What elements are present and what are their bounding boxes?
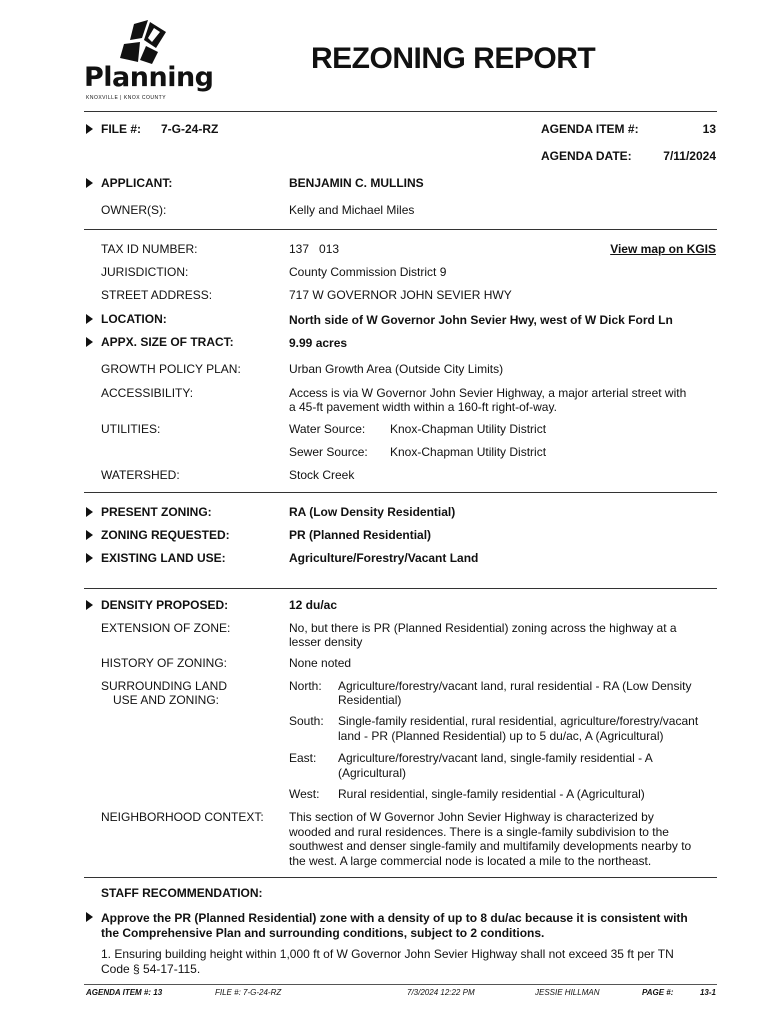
location-value: North side of W Governor John Sevier Hwy, west of W Dick Ford Ln bbox=[289, 313, 673, 327]
tract-size-value: 9.99 acres bbox=[289, 336, 348, 350]
sewer-source-value: Knox-Chapman Utility District bbox=[390, 445, 547, 459]
north-label: North: bbox=[289, 679, 322, 693]
divider bbox=[84, 492, 717, 493]
arrow-icon bbox=[86, 337, 93, 347]
accessibility-line-2: a 45-ft pavement width within a 160-ft right-of-way. bbox=[289, 400, 557, 414]
planning-logo-icon bbox=[112, 18, 172, 66]
page-title: REZONING REPORT bbox=[311, 42, 596, 75]
footer-divider bbox=[84, 984, 717, 985]
density-proposed-value: 12 du/ac bbox=[289, 598, 338, 612]
kgis-map-link[interactable]: View map on KGIS bbox=[610, 242, 716, 256]
east-line-1: Agriculture/forestry/vacant land, single-family residential - A bbox=[338, 751, 653, 765]
footer-page-label: PAGE #: bbox=[642, 988, 674, 997]
zoning-requested-label: ZONING REQUESTED: bbox=[101, 528, 230, 542]
density-proposed-label: DENSITY PROPOSED: bbox=[101, 598, 229, 612]
arrow-icon bbox=[86, 553, 93, 563]
water-source-value: Knox-Chapman Utility District bbox=[390, 422, 547, 436]
surrounding-label-1: SURROUNDING LAND bbox=[101, 679, 228, 693]
history-of-zoning-value: None noted bbox=[289, 656, 352, 670]
north-line-2: Residential) bbox=[338, 693, 402, 707]
divider bbox=[84, 877, 717, 878]
jurisdiction-label: JURISDICTION: bbox=[101, 265, 189, 279]
street-address-value: 717 W GOVERNOR JOHN SEVIER HWY bbox=[289, 288, 512, 302]
present-zoning-label: PRESENT ZONING: bbox=[101, 505, 212, 519]
footer-datetime: 7/3/2024 12:22 PM bbox=[407, 988, 475, 997]
neighborhood-context-label: NEIGHBORHOOD CONTEXT: bbox=[101, 810, 264, 824]
present-zoning-value: RA (Low Density Residential) bbox=[289, 505, 456, 519]
agenda-item-label: AGENDA ITEM #: bbox=[541, 122, 639, 136]
staff-recommendation-heading: STAFF RECOMMENDATION: bbox=[101, 886, 263, 900]
south-line-1: Single-family residential, rural residential, agriculture/forestry/vacant bbox=[338, 714, 699, 728]
west-label: West: bbox=[289, 787, 320, 801]
neighborhood-line-3: southwest and denser single-family and multifamily developments nearby to bbox=[289, 839, 692, 853]
agenda-date-value: 7/11/2024 bbox=[663, 149, 716, 163]
extension-of-zone-line-2: lesser density bbox=[289, 635, 363, 649]
footer-staff: JESSIE HILLMAN bbox=[535, 988, 600, 997]
planning-logo-subtitle: KNOXVILLE | KNOX COUNTY bbox=[86, 95, 167, 101]
utilities-label: UTILITIES: bbox=[101, 422, 161, 436]
tract-size-label: APPX. SIZE OF TRACT: bbox=[101, 335, 234, 349]
surrounding-label-2: USE AND ZONING: bbox=[113, 693, 220, 707]
applicant-value: BENJAMIN C. MULLINS bbox=[289, 176, 424, 190]
east-line-2: (Agricultural) bbox=[338, 766, 407, 780]
arrow-icon bbox=[86, 124, 93, 134]
watershed-value: Stock Creek bbox=[289, 468, 355, 482]
extension-of-zone-label: EXTENSION OF ZONE: bbox=[101, 621, 231, 635]
south-label: South: bbox=[289, 714, 324, 728]
footer-agenda-item: AGENDA ITEM #: 13 bbox=[86, 988, 163, 997]
recommendation-line-2: the Comprehensive Plan and surrounding conditions, subject to 2 conditions. bbox=[101, 926, 545, 940]
planning-logo bbox=[84, 18, 214, 104]
recommendation-line-1: Approve the PR (Planned Residential) zone with a density of up to 8 du/ac because it is consistent with bbox=[101, 911, 688, 925]
neighborhood-line-2: wooded and rural residences. There is a single-family subdivision to the bbox=[289, 825, 669, 839]
agenda-date-label: AGENDA DATE: bbox=[541, 149, 632, 163]
east-label: East: bbox=[289, 751, 317, 765]
north-line-1: Agriculture/forestry/vacant land, rural residential - RA (Low Density bbox=[338, 679, 692, 693]
history-of-zoning-label: HISTORY OF ZONING: bbox=[101, 656, 228, 670]
condition-line-1: 1. Ensuring building height within 1,000 ft of W Governor John Sevier Highway shall not exceed 35 ft per TN bbox=[101, 947, 674, 961]
divider bbox=[84, 588, 717, 589]
water-source-label: Water Source: bbox=[289, 422, 366, 436]
growth-policy-label: GROWTH POLICY PLAN: bbox=[101, 362, 241, 376]
arrow-icon bbox=[86, 314, 93, 324]
neighborhood-line-1: This section of W Governor John Sevier Highway is characterized by bbox=[289, 810, 654, 824]
arrow-icon bbox=[86, 912, 93, 922]
arrow-icon bbox=[86, 530, 93, 540]
footer-file: FILE #: 7-G-24-RZ bbox=[215, 988, 282, 997]
file-value: 7-G-24-RZ bbox=[161, 122, 219, 136]
planning-logo-name: Planning bbox=[84, 62, 214, 93]
south-line-2: land - PR (Planned Residential) up to 5 du/ac, A (Agricultural) bbox=[338, 729, 664, 743]
owner-value: Kelly and Michael Miles bbox=[289, 203, 415, 217]
agenda-item-value: 13 bbox=[702, 122, 716, 136]
growth-policy-value: Urban Growth Area (Outside City Limits) bbox=[289, 362, 504, 376]
footer-page-value: 13-1 bbox=[699, 988, 716, 997]
neighborhood-line-4: the west. A large commercial node is located a mile to the northeast. bbox=[289, 854, 652, 868]
file-label: FILE #: bbox=[101, 122, 142, 136]
street-address-label: STREET ADDRESS: bbox=[101, 288, 213, 302]
tax-id-value: 137 013 bbox=[289, 242, 340, 256]
watershed-label: WATERSHED: bbox=[101, 468, 180, 482]
owner-label: OWNER(S): bbox=[101, 203, 167, 217]
accessibility-label: ACCESSIBILITY: bbox=[101, 386, 194, 400]
arrow-icon bbox=[86, 600, 93, 610]
arrow-icon bbox=[86, 507, 93, 517]
jurisdiction-value: County Commission District 9 bbox=[289, 265, 447, 279]
applicant-label: APPLICANT: bbox=[101, 176, 173, 190]
location-label: LOCATION: bbox=[101, 312, 167, 326]
existing-land-use-value: Agriculture/Forestry/Vacant Land bbox=[289, 551, 479, 565]
zoning-requested-value: PR (Planned Residential) bbox=[289, 528, 432, 542]
sewer-source-label: Sewer Source: bbox=[289, 445, 368, 459]
west-line-1: Rural residential, single-family residential - A (Agricultural) bbox=[338, 787, 645, 801]
accessibility-line-1: Access is via W Governor John Sevier Highway, a major arterial street with bbox=[289, 386, 687, 400]
divider bbox=[84, 111, 717, 112]
condition-line-2: Code § 54-17-115. bbox=[101, 962, 201, 976]
tax-id-label: TAX ID NUMBER: bbox=[101, 242, 198, 256]
arrow-icon bbox=[86, 178, 93, 188]
existing-land-use-label: EXISTING LAND USE: bbox=[101, 551, 226, 565]
divider bbox=[84, 229, 717, 230]
extension-of-zone-line-1: No, but there is PR (Planned Residential) zoning across the highway at a bbox=[289, 621, 677, 635]
